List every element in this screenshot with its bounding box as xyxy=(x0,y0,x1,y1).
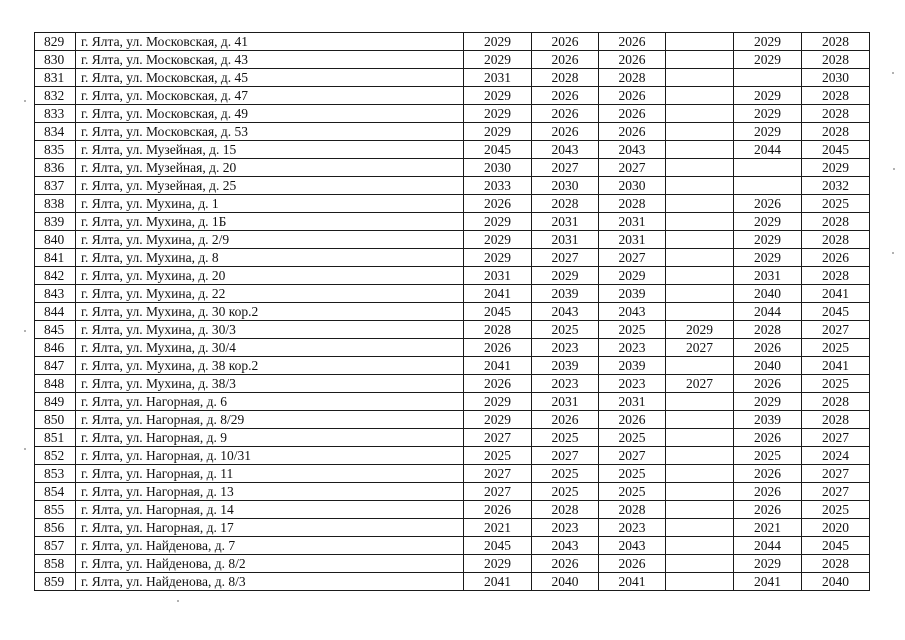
row-number: 857 xyxy=(35,537,76,555)
table-row xyxy=(35,33,870,51)
scan-speck xyxy=(24,330,26,332)
year-col-2: 2040 xyxy=(532,573,599,591)
year-col-3: 2023 xyxy=(599,519,666,537)
year-col-4 xyxy=(666,231,734,249)
year-col-6: 2028 xyxy=(802,51,870,69)
year-col-2: 2026 xyxy=(532,411,599,429)
year-col-6: 2032 xyxy=(802,177,870,195)
scan-speck xyxy=(893,168,895,170)
scan-speck xyxy=(24,448,26,450)
table-body xyxy=(35,33,870,591)
address-cell: г. Ялта, ул. Мухина, д. 38 кор.2 xyxy=(76,357,464,375)
year-col-2: 2026 xyxy=(532,105,599,123)
table-row xyxy=(35,105,870,123)
row-number: 830 xyxy=(35,51,76,69)
year-col-1: 2029 xyxy=(464,213,532,231)
year-col-1: 2021 xyxy=(464,519,532,537)
address-cell: г. Ялта, ул. Мухина, д. 38/3 xyxy=(76,375,464,393)
year-col-4 xyxy=(666,555,734,573)
year-col-3: 2031 xyxy=(599,393,666,411)
row-number: 839 xyxy=(35,213,76,231)
year-col-5: 2026 xyxy=(734,483,802,501)
year-col-6: 2040 xyxy=(802,573,870,591)
year-col-1: 2026 xyxy=(464,375,532,393)
row-number: 853 xyxy=(35,465,76,483)
year-col-2: 2027 xyxy=(532,249,599,267)
address-cell: г. Ялта, ул. Московская, д. 53 xyxy=(76,123,464,141)
year-col-6: 2028 xyxy=(802,555,870,573)
year-col-6: 2028 xyxy=(802,105,870,123)
year-col-2: 2031 xyxy=(532,393,599,411)
year-col-2: 2043 xyxy=(532,537,599,555)
year-col-6: 2045 xyxy=(802,303,870,321)
address-cell: г. Ялта, ул. Нагорная, д. 17 xyxy=(76,519,464,537)
table-row xyxy=(35,195,870,213)
year-col-5 xyxy=(734,159,802,177)
address-cell: г. Ялта, ул. Мухина, д. 30 кор.2 xyxy=(76,303,464,321)
year-col-3: 2026 xyxy=(599,87,666,105)
year-col-3: 2031 xyxy=(599,231,666,249)
year-col-4 xyxy=(666,123,734,141)
year-col-3: 2028 xyxy=(599,69,666,87)
address-cell: г. Ялта, ул. Нагорная, д. 14 xyxy=(76,501,464,519)
year-col-3: 2029 xyxy=(599,267,666,285)
row-number: 842 xyxy=(35,267,76,285)
year-col-6: 2027 xyxy=(802,429,870,447)
row-number: 845 xyxy=(35,321,76,339)
address-cell: г. Ялта, ул. Нагорная, д. 10/31 xyxy=(76,447,464,465)
year-col-2: 2023 xyxy=(532,519,599,537)
table-row xyxy=(35,411,870,429)
table-row xyxy=(35,339,870,357)
year-col-3: 2028 xyxy=(599,195,666,213)
year-col-6: 2028 xyxy=(802,231,870,249)
row-number: 843 xyxy=(35,285,76,303)
address-cell: г. Ялта, ул. Нагорная, д. 9 xyxy=(76,429,464,447)
year-col-6: 2025 xyxy=(802,375,870,393)
row-number: 847 xyxy=(35,357,76,375)
address-cell: г. Ялта, ул. Музейная, д. 25 xyxy=(76,177,464,195)
year-col-2: 2023 xyxy=(532,375,599,393)
year-col-5: 2044 xyxy=(734,303,802,321)
year-col-6: 2024 xyxy=(802,447,870,465)
year-col-3: 2026 xyxy=(599,105,666,123)
year-col-2: 2026 xyxy=(532,123,599,141)
year-col-3: 2025 xyxy=(599,429,666,447)
year-col-1: 2029 xyxy=(464,249,532,267)
year-col-3: 2026 xyxy=(599,123,666,141)
year-col-2: 2023 xyxy=(532,339,599,357)
year-col-4 xyxy=(666,537,734,555)
year-col-5: 2041 xyxy=(734,573,802,591)
table-row xyxy=(35,519,870,537)
year-col-6: 2028 xyxy=(802,411,870,429)
year-col-4 xyxy=(666,177,734,195)
row-number: 840 xyxy=(35,231,76,249)
year-col-2: 2039 xyxy=(532,357,599,375)
row-number: 836 xyxy=(35,159,76,177)
year-col-6: 2028 xyxy=(802,87,870,105)
year-col-2: 2027 xyxy=(532,447,599,465)
year-col-4 xyxy=(666,159,734,177)
address-cell: г. Ялта, ул. Мухина, д. 1 xyxy=(76,195,464,213)
year-col-2: 2028 xyxy=(532,69,599,87)
row-number: 854 xyxy=(35,483,76,501)
year-col-3: 2043 xyxy=(599,141,666,159)
year-col-4 xyxy=(666,411,734,429)
year-col-5: 2029 xyxy=(734,249,802,267)
year-col-6: 2045 xyxy=(802,141,870,159)
year-col-1: 2027 xyxy=(464,465,532,483)
year-col-4 xyxy=(666,249,734,267)
address-cell: г. Ялта, ул. Найденова, д. 8/2 xyxy=(76,555,464,573)
year-col-2: 2026 xyxy=(532,33,599,51)
year-col-4 xyxy=(666,465,734,483)
row-number: 849 xyxy=(35,393,76,411)
year-col-5: 2029 xyxy=(734,51,802,69)
year-col-2: 2025 xyxy=(532,429,599,447)
year-col-5 xyxy=(734,177,802,195)
year-col-6: 2026 xyxy=(802,249,870,267)
address-cell: г. Ялта, ул. Нагорная, д. 11 xyxy=(76,465,464,483)
year-col-1: 2045 xyxy=(464,141,532,159)
row-number: 841 xyxy=(35,249,76,267)
year-col-1: 2028 xyxy=(464,321,532,339)
address-cell: г. Ялта, ул. Мухина, д. 20 xyxy=(76,267,464,285)
year-col-1: 2027 xyxy=(464,429,532,447)
row-number: 848 xyxy=(35,375,76,393)
year-col-1: 2026 xyxy=(464,195,532,213)
row-number: 831 xyxy=(35,69,76,87)
year-col-5: 2028 xyxy=(734,321,802,339)
address-cell: г. Ялта, ул. Московская, д. 41 xyxy=(76,33,464,51)
year-col-3: 2025 xyxy=(599,321,666,339)
year-col-6: 2028 xyxy=(802,123,870,141)
year-col-6: 2028 xyxy=(802,267,870,285)
year-col-2: 2026 xyxy=(532,555,599,573)
year-col-6: 2029 xyxy=(802,159,870,177)
year-col-4 xyxy=(666,141,734,159)
year-col-4 xyxy=(666,195,734,213)
table-row xyxy=(35,267,870,285)
table-row xyxy=(35,213,870,231)
year-col-6: 2028 xyxy=(802,33,870,51)
year-col-1: 2029 xyxy=(464,51,532,69)
year-col-4 xyxy=(666,267,734,285)
year-col-1: 2026 xyxy=(464,501,532,519)
year-col-3: 2039 xyxy=(599,285,666,303)
table-row xyxy=(35,285,870,303)
table-row xyxy=(35,159,870,177)
year-col-4 xyxy=(666,33,734,51)
row-number: 833 xyxy=(35,105,76,123)
year-col-2: 2025 xyxy=(532,483,599,501)
year-col-6: 2028 xyxy=(802,393,870,411)
row-number: 851 xyxy=(35,429,76,447)
year-col-3: 2026 xyxy=(599,51,666,69)
year-col-1: 2029 xyxy=(464,105,532,123)
year-col-4 xyxy=(666,447,734,465)
year-col-5: 2026 xyxy=(734,501,802,519)
table-row xyxy=(35,393,870,411)
year-col-5: 2044 xyxy=(734,141,802,159)
address-cell: г. Ялта, ул. Мухина, д. 30/4 xyxy=(76,339,464,357)
table-row xyxy=(35,141,870,159)
year-col-3: 2030 xyxy=(599,177,666,195)
year-col-1: 2029 xyxy=(464,393,532,411)
year-col-6: 2041 xyxy=(802,285,870,303)
scan-speck xyxy=(24,100,26,102)
address-cell: г. Ялта, ул. Мухина, д. 8 xyxy=(76,249,464,267)
scan-speck xyxy=(892,72,894,74)
year-col-6: 2025 xyxy=(802,501,870,519)
year-col-5: 2025 xyxy=(734,447,802,465)
year-col-5 xyxy=(734,69,802,87)
address-cell: г. Ялта, ул. Московская, д. 45 xyxy=(76,69,464,87)
table-row xyxy=(35,321,870,339)
row-number: 838 xyxy=(35,195,76,213)
year-col-6: 2027 xyxy=(802,321,870,339)
year-col-2: 2043 xyxy=(532,303,599,321)
year-col-5: 2040 xyxy=(734,357,802,375)
year-col-1: 2027 xyxy=(464,483,532,501)
year-col-3: 2043 xyxy=(599,303,666,321)
year-col-5: 2026 xyxy=(734,465,802,483)
year-col-2: 2043 xyxy=(532,141,599,159)
row-number: 852 xyxy=(35,447,76,465)
year-col-5: 2031 xyxy=(734,267,802,285)
year-col-6: 2020 xyxy=(802,519,870,537)
year-col-4 xyxy=(666,87,734,105)
year-col-2: 2027 xyxy=(532,159,599,177)
year-col-3: 2023 xyxy=(599,339,666,357)
year-col-1: 2029 xyxy=(464,555,532,573)
address-cell: г. Ялта, ул. Московская, д. 49 xyxy=(76,105,464,123)
table-row xyxy=(35,483,870,501)
address-cell: г. Ялта, ул. Нагорная, д. 13 xyxy=(76,483,464,501)
table-row xyxy=(35,555,870,573)
year-col-3: 2025 xyxy=(599,483,666,501)
year-col-1: 2033 xyxy=(464,177,532,195)
row-number: 856 xyxy=(35,519,76,537)
year-col-5: 2026 xyxy=(734,195,802,213)
year-col-5: 2029 xyxy=(734,123,802,141)
year-col-4: 2027 xyxy=(666,375,734,393)
address-cell: г. Ялта, ул. Нагорная, д. 6 xyxy=(76,393,464,411)
table-row xyxy=(35,249,870,267)
table-row xyxy=(35,375,870,393)
year-col-5: 2026 xyxy=(734,339,802,357)
address-cell: г. Ялта, ул. Мухина, д. 1Б xyxy=(76,213,464,231)
year-col-1: 2031 xyxy=(464,267,532,285)
year-col-1: 2026 xyxy=(464,339,532,357)
year-col-5: 2029 xyxy=(734,231,802,249)
year-col-4 xyxy=(666,483,734,501)
year-col-1: 2029 xyxy=(464,123,532,141)
table-row xyxy=(35,537,870,555)
year-col-5: 2039 xyxy=(734,411,802,429)
address-cell: г. Ялта, ул. Московская, д. 43 xyxy=(76,51,464,69)
table-row xyxy=(35,69,870,87)
row-number: 834 xyxy=(35,123,76,141)
table-row xyxy=(35,87,870,105)
year-col-4 xyxy=(666,573,734,591)
table-row xyxy=(35,231,870,249)
year-col-5: 2029 xyxy=(734,213,802,231)
address-cell: г. Ялта, ул. Мухина, д. 30/3 xyxy=(76,321,464,339)
year-col-3: 2039 xyxy=(599,357,666,375)
year-col-5: 2029 xyxy=(734,105,802,123)
year-col-6: 2025 xyxy=(802,195,870,213)
year-col-1: 2029 xyxy=(464,87,532,105)
year-col-1: 2041 xyxy=(464,285,532,303)
year-col-6: 2028 xyxy=(802,213,870,231)
table-row xyxy=(35,51,870,69)
year-col-1: 2041 xyxy=(464,573,532,591)
year-col-2: 2025 xyxy=(532,465,599,483)
year-col-5: 2044 xyxy=(734,537,802,555)
table-row xyxy=(35,573,870,591)
table-row xyxy=(35,447,870,465)
year-col-2: 2030 xyxy=(532,177,599,195)
year-col-4 xyxy=(666,105,734,123)
address-cell: г. Ялта, ул. Мухина, д. 2/9 xyxy=(76,231,464,249)
year-col-2: 2026 xyxy=(532,51,599,69)
year-col-4 xyxy=(666,285,734,303)
year-col-1: 2031 xyxy=(464,69,532,87)
row-number: 846 xyxy=(35,339,76,357)
year-col-6: 2027 xyxy=(802,465,870,483)
year-col-2: 2025 xyxy=(532,321,599,339)
housing-schedule-table xyxy=(34,32,870,591)
address-cell: г. Ялта, ул. Музейная, д. 15 xyxy=(76,141,464,159)
year-col-3: 2043 xyxy=(599,537,666,555)
year-col-1: 2029 xyxy=(464,33,532,51)
year-col-5: 2021 xyxy=(734,519,802,537)
table-row xyxy=(35,501,870,519)
address-cell: г. Ялта, ул. Мухина, д. 22 xyxy=(76,285,464,303)
year-col-4 xyxy=(666,357,734,375)
row-number: 829 xyxy=(35,33,76,51)
year-col-2: 2039 xyxy=(532,285,599,303)
year-col-6: 2025 xyxy=(802,339,870,357)
year-col-5: 2026 xyxy=(734,429,802,447)
year-col-3: 2028 xyxy=(599,501,666,519)
row-number: 858 xyxy=(35,555,76,573)
year-col-3: 2027 xyxy=(599,249,666,267)
year-col-1: 2030 xyxy=(464,159,532,177)
table-row xyxy=(35,303,870,321)
year-col-3: 2023 xyxy=(599,375,666,393)
table-row xyxy=(35,465,870,483)
row-number: 859 xyxy=(35,573,76,591)
year-col-4 xyxy=(666,393,734,411)
year-col-1: 2029 xyxy=(464,231,532,249)
row-number: 832 xyxy=(35,87,76,105)
year-col-4 xyxy=(666,303,734,321)
row-number: 855 xyxy=(35,501,76,519)
year-col-2: 2028 xyxy=(532,195,599,213)
year-col-1: 2029 xyxy=(464,411,532,429)
address-cell: г. Ялта, ул. Найденова, д. 7 xyxy=(76,537,464,555)
year-col-3: 2026 xyxy=(599,33,666,51)
year-col-5: 2026 xyxy=(734,375,802,393)
year-col-5: 2029 xyxy=(734,87,802,105)
year-col-2: 2029 xyxy=(532,267,599,285)
address-cell: г. Ялта, ул. Нагорная, д. 8/29 xyxy=(76,411,464,429)
year-col-2: 2031 xyxy=(532,213,599,231)
year-col-5: 2029 xyxy=(734,393,802,411)
year-col-3: 2027 xyxy=(599,447,666,465)
year-col-4 xyxy=(666,501,734,519)
table-row xyxy=(35,429,870,447)
year-col-5: 2029 xyxy=(734,555,802,573)
year-col-3: 2031 xyxy=(599,213,666,231)
year-col-1: 2045 xyxy=(464,537,532,555)
address-cell: г. Ялта, ул. Найденова, д. 8/3 xyxy=(76,573,464,591)
year-col-4 xyxy=(666,519,734,537)
row-number: 835 xyxy=(35,141,76,159)
address-cell: г. Ялта, ул. Музейная, д. 20 xyxy=(76,159,464,177)
year-col-4 xyxy=(666,213,734,231)
year-col-1: 2041 xyxy=(464,357,532,375)
year-col-6: 2027 xyxy=(802,483,870,501)
row-number: 844 xyxy=(35,303,76,321)
year-col-4 xyxy=(666,69,734,87)
year-col-1: 2045 xyxy=(464,303,532,321)
table-row xyxy=(35,123,870,141)
row-number: 850 xyxy=(35,411,76,429)
address-cell: г. Ялта, ул. Московская, д. 47 xyxy=(76,87,464,105)
year-col-3: 2041 xyxy=(599,573,666,591)
year-col-5: 2040 xyxy=(734,285,802,303)
scan-speck xyxy=(177,600,179,602)
table-row xyxy=(35,357,870,375)
year-col-3: 2025 xyxy=(599,465,666,483)
year-col-3: 2027 xyxy=(599,159,666,177)
year-col-4 xyxy=(666,429,734,447)
year-col-1: 2025 xyxy=(464,447,532,465)
year-col-2: 2031 xyxy=(532,231,599,249)
year-col-4: 2029 xyxy=(666,321,734,339)
scan-speck xyxy=(892,252,894,254)
year-col-4 xyxy=(666,51,734,69)
row-number: 837 xyxy=(35,177,76,195)
year-col-6: 2041 xyxy=(802,357,870,375)
year-col-2: 2028 xyxy=(532,501,599,519)
year-col-6: 2045 xyxy=(802,537,870,555)
year-col-5: 2029 xyxy=(734,33,802,51)
year-col-3: 2026 xyxy=(599,555,666,573)
year-col-3: 2026 xyxy=(599,411,666,429)
year-col-4: 2027 xyxy=(666,339,734,357)
year-col-2: 2026 xyxy=(532,87,599,105)
table-row xyxy=(35,177,870,195)
year-col-6: 2030 xyxy=(802,69,870,87)
